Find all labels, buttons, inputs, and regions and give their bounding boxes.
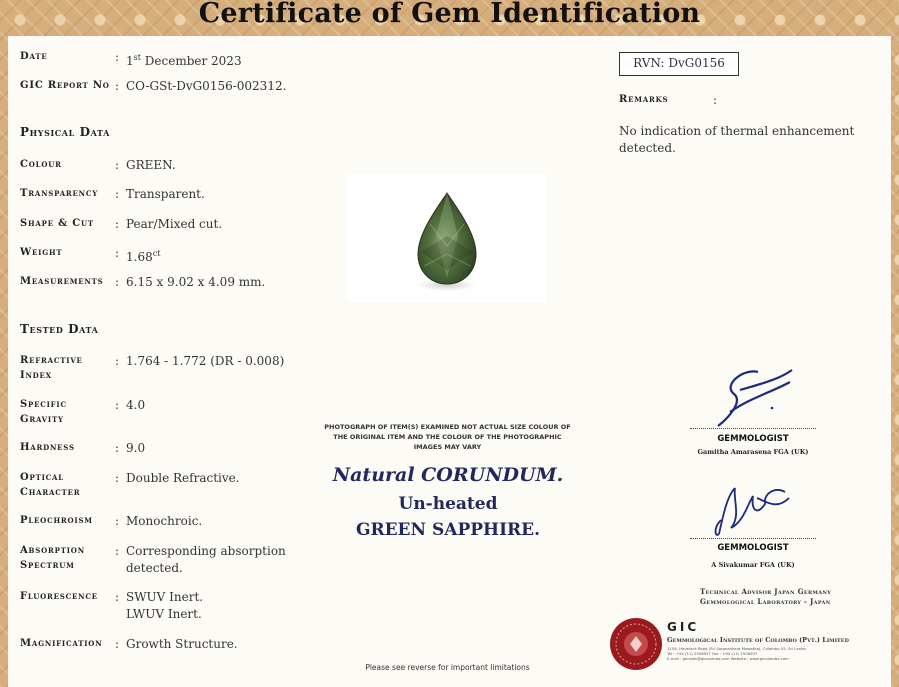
tested-heading: Tested Data bbox=[20, 322, 99, 336]
gemmologist-title-1: GEMMOLOGIST bbox=[717, 434, 789, 444]
gem-photo bbox=[348, 174, 546, 302]
colon: : bbox=[115, 398, 120, 412]
colon: : bbox=[115, 441, 120, 455]
absorption-value: Corresponding absorption detected. bbox=[126, 544, 286, 575]
colon: : bbox=[115, 637, 120, 651]
magnification-value: Growth Structure. bbox=[126, 637, 238, 651]
remarks-label: Remarks bbox=[619, 94, 669, 105]
weight-value: $1.68^{ct}$ bbox=[126, 249, 161, 264]
certificate-title: Certificate of Gem Identification bbox=[198, 0, 701, 29]
colon: : bbox=[115, 187, 120, 201]
pleochroism-value: Monochroic. bbox=[126, 514, 203, 528]
hardness-value: 9.0 bbox=[126, 441, 146, 455]
gic-phone: Tel : +94 (11) 2508937 Fax : +94 (11) 2508937 bbox=[667, 651, 758, 656]
optical-label: Optical Character bbox=[20, 472, 81, 498]
colon: : bbox=[115, 354, 120, 368]
fluorescence-label: Fluorescence bbox=[20, 591, 98, 602]
report-label: GIC Report No bbox=[20, 80, 110, 91]
weight-label: Weight bbox=[20, 247, 63, 258]
fluorescence-value: SWUV Inert. LWUV Inert. bbox=[126, 590, 204, 621]
sg-value: 4.0 bbox=[126, 398, 146, 412]
colon: : bbox=[115, 514, 120, 528]
gic-seal-icon bbox=[608, 616, 664, 672]
gemmologist-title-2: GEMMOLOGIST bbox=[717, 543, 789, 553]
transparency-value: Transparent. bbox=[126, 187, 205, 201]
ri-label: Refractive Index bbox=[20, 355, 83, 381]
signature-line bbox=[690, 428, 816, 429]
gic-contact: E-mail : gemlab@gicolombo.com Website : www.gicolombo.com bbox=[667, 656, 789, 661]
colon: : bbox=[115, 158, 120, 172]
date-label: Date bbox=[20, 51, 48, 62]
remarks-value: No indication of thermal enhancement detected. bbox=[619, 124, 855, 155]
measurements-label: Measurements bbox=[20, 276, 104, 287]
optical-value: Double Refractive. bbox=[126, 471, 240, 485]
gemmologist-name-2: A Sivakumar FGA (UK) bbox=[711, 561, 795, 569]
colon: : bbox=[115, 590, 120, 604]
report-value: CO-GSt-DvG0156-002312. bbox=[126, 79, 287, 93]
colour-value: GREEN. bbox=[126, 158, 176, 172]
physical-heading: Physical Data bbox=[20, 125, 110, 139]
signature-1-icon bbox=[700, 362, 810, 432]
colon: : bbox=[115, 217, 120, 231]
signature-line bbox=[690, 538, 816, 539]
ri-value: 1.764 - 1.772 (DR - 0.008) bbox=[126, 354, 285, 368]
ident-species: Natural CORUNDUM. bbox=[332, 464, 564, 486]
ident-treatment: Un-heated bbox=[398, 494, 498, 514]
pleochroism-label: Pleochroism bbox=[20, 515, 93, 526]
measurements-value: 6.15 x 9.02 x 4.09 mm. bbox=[126, 275, 266, 289]
colon: : bbox=[115, 544, 120, 558]
gemmologist-name-1: Gamitha Amarasena FGA (UK) bbox=[697, 448, 809, 456]
photo-note: PHOTOGRAPH OF ITEM(S) EXAMINED NOT ACTUAL SIZE COLOUR OF THE ORIGINAL ITEM AND THE COLOUR OF THE PHOTOGRAPHIC IMAGES MAY VARY bbox=[324, 423, 571, 451]
colour-label: Colour bbox=[20, 159, 62, 170]
shape-value: Pear/Mixed cut. bbox=[126, 217, 223, 231]
shape-label: Shape & Cut bbox=[20, 218, 94, 229]
gic-address: 115A, Havelock Road (Sri Saranankara Mawatha), Colombo 05, Sri Lanka. bbox=[667, 646, 807, 651]
gic-full-name: Gemmological Institute of Colombo (Pvt.) Limited bbox=[667, 636, 849, 644]
colon: : bbox=[115, 275, 120, 289]
rvn-box: RVN: DvG0156 bbox=[619, 52, 739, 76]
sg-label: Specific Gravity bbox=[20, 399, 67, 425]
pear-gem-icon bbox=[348, 174, 546, 302]
date-value: 1st December 2023 bbox=[126, 53, 242, 68]
colon: : bbox=[115, 246, 120, 260]
hardness-label: Hardness bbox=[20, 442, 75, 453]
colon: : bbox=[115, 471, 120, 485]
gic-abbr: GIC bbox=[667, 620, 700, 634]
signature-2-icon bbox=[705, 476, 805, 538]
colon: : bbox=[115, 79, 120, 93]
colon: : bbox=[115, 50, 120, 64]
magnification-label: Magnification bbox=[20, 638, 103, 649]
technical-advisor: Technical Advisor Japan Germany Gemmological Laboratory - Japan bbox=[700, 587, 832, 606]
ident-variety: GREEN SAPPHIRE. bbox=[355, 520, 541, 540]
colon: : bbox=[713, 93, 718, 107]
absorption-label: Absorption Spectrum bbox=[20, 545, 85, 571]
footer-note: Please see reverse for important limitations bbox=[365, 663, 530, 672]
transparency-label: Transparency bbox=[20, 188, 99, 199]
